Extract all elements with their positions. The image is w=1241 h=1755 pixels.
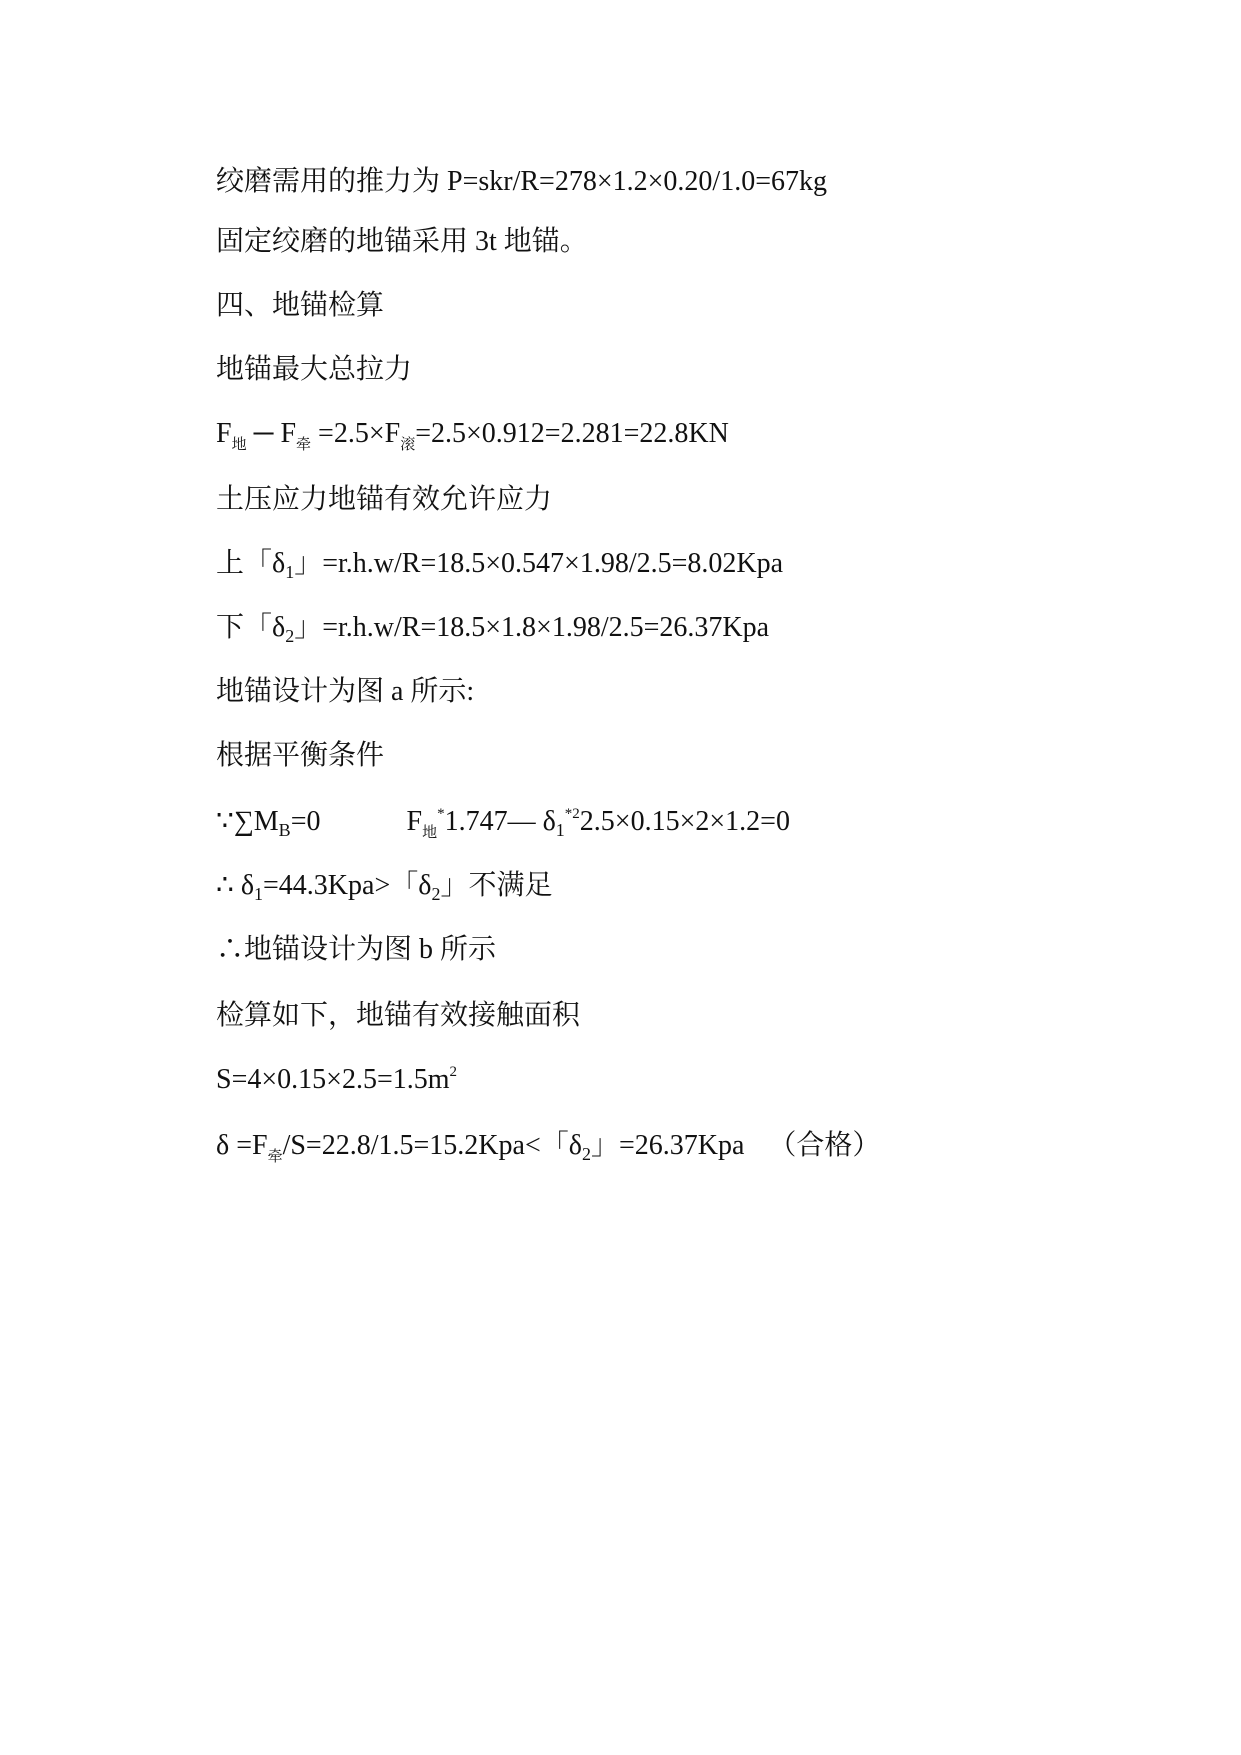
formula-symbol: F	[280, 418, 297, 449]
formula-line-total-pull	[216, 416, 729, 452]
formula-subscript: 1	[555, 820, 565, 840]
formula-line-lower-stress	[216, 610, 769, 646]
formula-subscript: 1	[285, 562, 295, 582]
text-line-contact-area: 检算如下，地锚有效接触面积	[216, 1000, 581, 1031]
formula-subscript: 地	[231, 437, 247, 453]
text-line-design-a: 地锚设计为图 a 所示:	[216, 676, 475, 707]
result-note: （合格）	[768, 1130, 881, 1161]
formula-text: 」=r.h.w/R=18.5×1.8×1.98/2.5=26.37Kpa	[294, 612, 770, 643]
formula-subscript: 牵	[296, 437, 312, 453]
formula-line-upper-stress	[216, 546, 783, 582]
formula-line-result-a	[216, 868, 552, 904]
formula-dash: ─	[246, 418, 281, 449]
formula-text: 」=r.h.w/R=18.5×0.547×1.98/2.5=8.02Kpa	[294, 548, 784, 579]
formula-text: 1.747— δ	[444, 806, 556, 837]
formula-text: ∴ δ	[216, 870, 255, 901]
formula-text: 」不满足	[440, 870, 553, 901]
formula-text: =0	[290, 806, 321, 837]
formula-subscript: 2	[581, 1144, 591, 1164]
formula-subscript: 1	[254, 884, 264, 904]
formula-subscript: 2	[285, 626, 295, 646]
formula-line-final-check	[216, 1128, 880, 1164]
formula-text: =44.3Kpa>「δ	[263, 870, 432, 901]
text-line-push-force: 绞磨需用的推力为 P=skr/R=278×1.2×0.20/1.0=67kg	[216, 166, 827, 197]
formula-line-moment	[216, 804, 790, 840]
formula-text: /S=22.8/1.5=15.2Kpa<「δ	[282, 1130, 582, 1161]
formula-text: 2.5×0.15×2×1.2=0	[579, 806, 790, 837]
formula-text: 下「δ	[216, 612, 286, 643]
formula-subscript: 地	[422, 825, 438, 841]
formula-subscript: 滚	[400, 437, 416, 453]
formula-text: ∵∑M	[216, 806, 279, 837]
formula-subscript: 牵	[267, 1149, 283, 1165]
formula-subscript: B	[278, 820, 291, 840]
formula-superscript: *	[437, 806, 445, 822]
formula-text: 」=26.37Kpa	[590, 1130, 745, 1161]
text-line-max-pull: 地锚最大总拉力	[216, 354, 413, 385]
formula-text: =2.5×F	[311, 418, 401, 449]
text-line-soil-stress: 土压应力地锚有效允许应力	[216, 484, 553, 515]
formula-text: =2.5×0.912=2.281=22.8KN	[415, 418, 729, 449]
text-line-equilibrium: 根据平衡条件	[216, 740, 385, 771]
formula-text: S=4×0.15×2.5=1.5m	[216, 1064, 450, 1095]
text-line-anchor-choice: 固定绞磨的地锚采用 3t 地锚。	[216, 226, 588, 257]
section-heading: 四、地锚检算	[216, 290, 385, 321]
formula-symbol: F	[216, 418, 232, 449]
formula-text: δ =F	[216, 1130, 268, 1161]
formula-superscript: 2	[449, 1064, 458, 1080]
text-line-design-b: ∴地锚设计为图 b 所示	[216, 934, 497, 965]
formula-line-area	[216, 1062, 457, 1098]
formula-text: 上「δ	[216, 548, 286, 579]
formula-superscript: *2	[564, 806, 580, 822]
formula-subscript: 2	[431, 884, 441, 904]
formula-symbol: F	[406, 806, 423, 837]
